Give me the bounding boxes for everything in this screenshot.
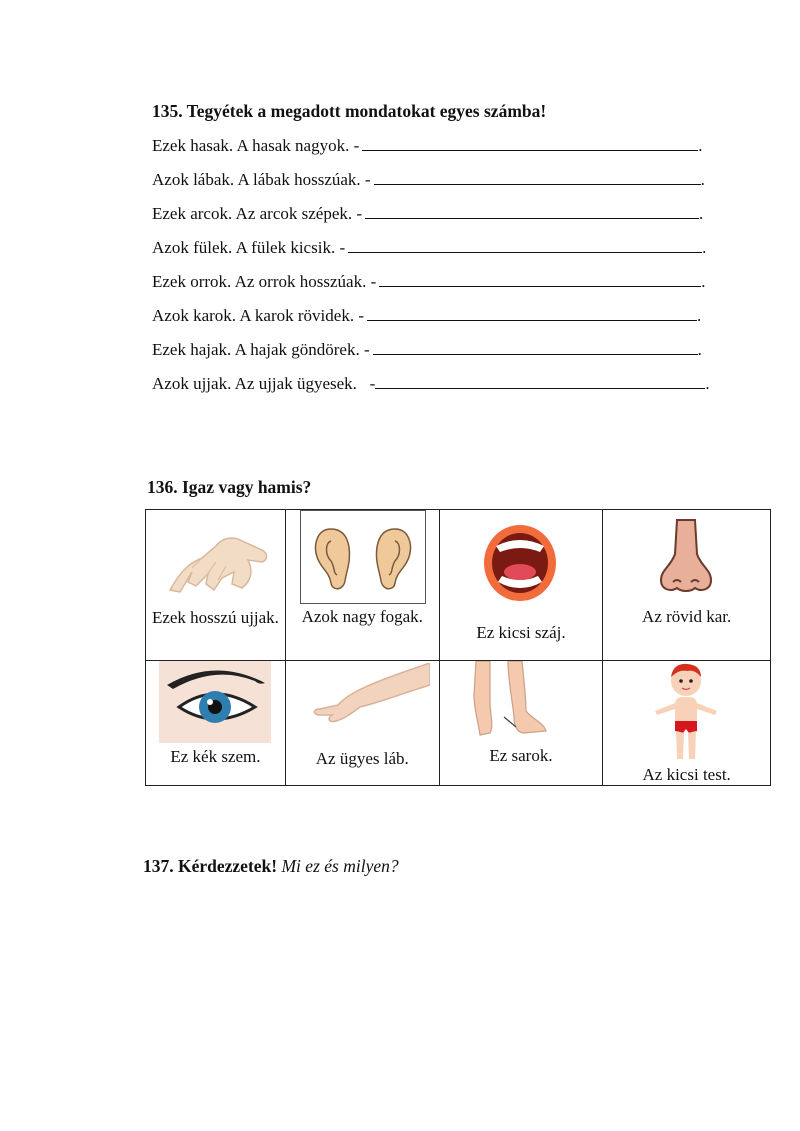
exercise-line <box>152 374 710 394</box>
answer-blank[interactable] <box>373 340 698 355</box>
table-cell[interactable] <box>146 661 286 786</box>
table-cell[interactable] <box>285 510 439 661</box>
line-end: . <box>697 340 702 359</box>
blue-eye-icon <box>159 661 271 743</box>
exercise-line <box>152 306 701 326</box>
exercise-line <box>152 340 702 360</box>
answer-blank[interactable] <box>348 238 702 253</box>
table-cell[interactable] <box>439 661 603 786</box>
line-end: . <box>702 238 707 257</box>
ears-icon <box>301 511 425 603</box>
line-end: . <box>705 374 710 393</box>
arm-hand-icon <box>308 663 430 725</box>
child-body-icon <box>649 661 723 765</box>
sentence-text: Ezek orrok. Az orrok hosszúak. - <box>152 272 377 291</box>
answer-blank[interactable] <box>379 272 701 287</box>
ears-image-frame <box>300 510 426 604</box>
sentence-text: Ezek hajak. A hajak göndörek. - <box>152 340 370 359</box>
hand-fingers-icon <box>162 528 274 600</box>
cell-caption: Az ügyes láb. <box>315 749 409 768</box>
line-end: . <box>699 204 704 223</box>
cell-caption: Azok nagy fogak. <box>301 607 423 626</box>
exercise-137-prompt: Mi ez és milyen? <box>281 856 399 876</box>
answer-blank[interactable] <box>375 374 705 389</box>
sentence-text: Azok karok. A karok rövidek. - <box>152 306 364 325</box>
table-cell[interactable] <box>146 510 286 661</box>
exercise-line <box>152 272 706 292</box>
exercise-line <box>152 238 706 258</box>
open-mouth-icon <box>480 522 560 604</box>
legs-heel-icon <box>468 661 560 739</box>
cell-caption: Ezek hosszú ujjak. <box>151 608 279 627</box>
sentence-text: Azok ujjak. Az ujjak ügyesek. - <box>152 374 376 393</box>
sentence-text: Azok lábak. A lábak hosszúak. - <box>152 170 371 189</box>
sentence-text: Azok fülek. A fülek kicsik. - <box>152 238 346 257</box>
line-end: . <box>696 306 702 325</box>
exercise-135-title: 135. Tegyétek a megadott mondatokat egyes számba! <box>152 101 547 121</box>
table-cell[interactable] <box>285 661 439 786</box>
line-end: . <box>698 136 703 155</box>
table-cell[interactable] <box>439 510 603 661</box>
cell-caption: Ez kicsi száj. <box>476 623 566 642</box>
answer-blank[interactable] <box>362 136 698 151</box>
cell-caption: Az kicsi test. <box>642 765 731 784</box>
line-end: . <box>701 272 706 291</box>
line-end: . <box>700 170 705 189</box>
sentence-text: Ezek hasak. A hasak nagyok. - <box>152 136 360 155</box>
table-cell[interactable] <box>603 661 771 786</box>
answer-blank[interactable] <box>365 204 699 219</box>
exercise-line <box>152 136 703 156</box>
exercise-line <box>152 204 703 224</box>
cell-caption: Az rövid kar. <box>642 607 732 626</box>
answer-blank[interactable] <box>367 306 697 321</box>
table-cell[interactable] <box>603 510 771 661</box>
exercise-line <box>152 170 705 190</box>
true-false-table <box>145 509 771 786</box>
sentence-text: Ezek arcok. Az arcok szépek. - <box>152 204 363 223</box>
answer-blank[interactable] <box>374 170 701 185</box>
nose-icon <box>653 518 719 596</box>
eye-image-background <box>159 661 271 743</box>
exercise-137-title <box>143 856 399 877</box>
cell-caption: Ez kék szem. <box>170 747 261 766</box>
exercise-136-title: 136. Igaz vagy hamis? <box>147 477 312 497</box>
cell-caption: Ez sarok. <box>489 746 553 765</box>
exercise-137-heading: 137. Kérdezzetek! <box>143 856 278 876</box>
